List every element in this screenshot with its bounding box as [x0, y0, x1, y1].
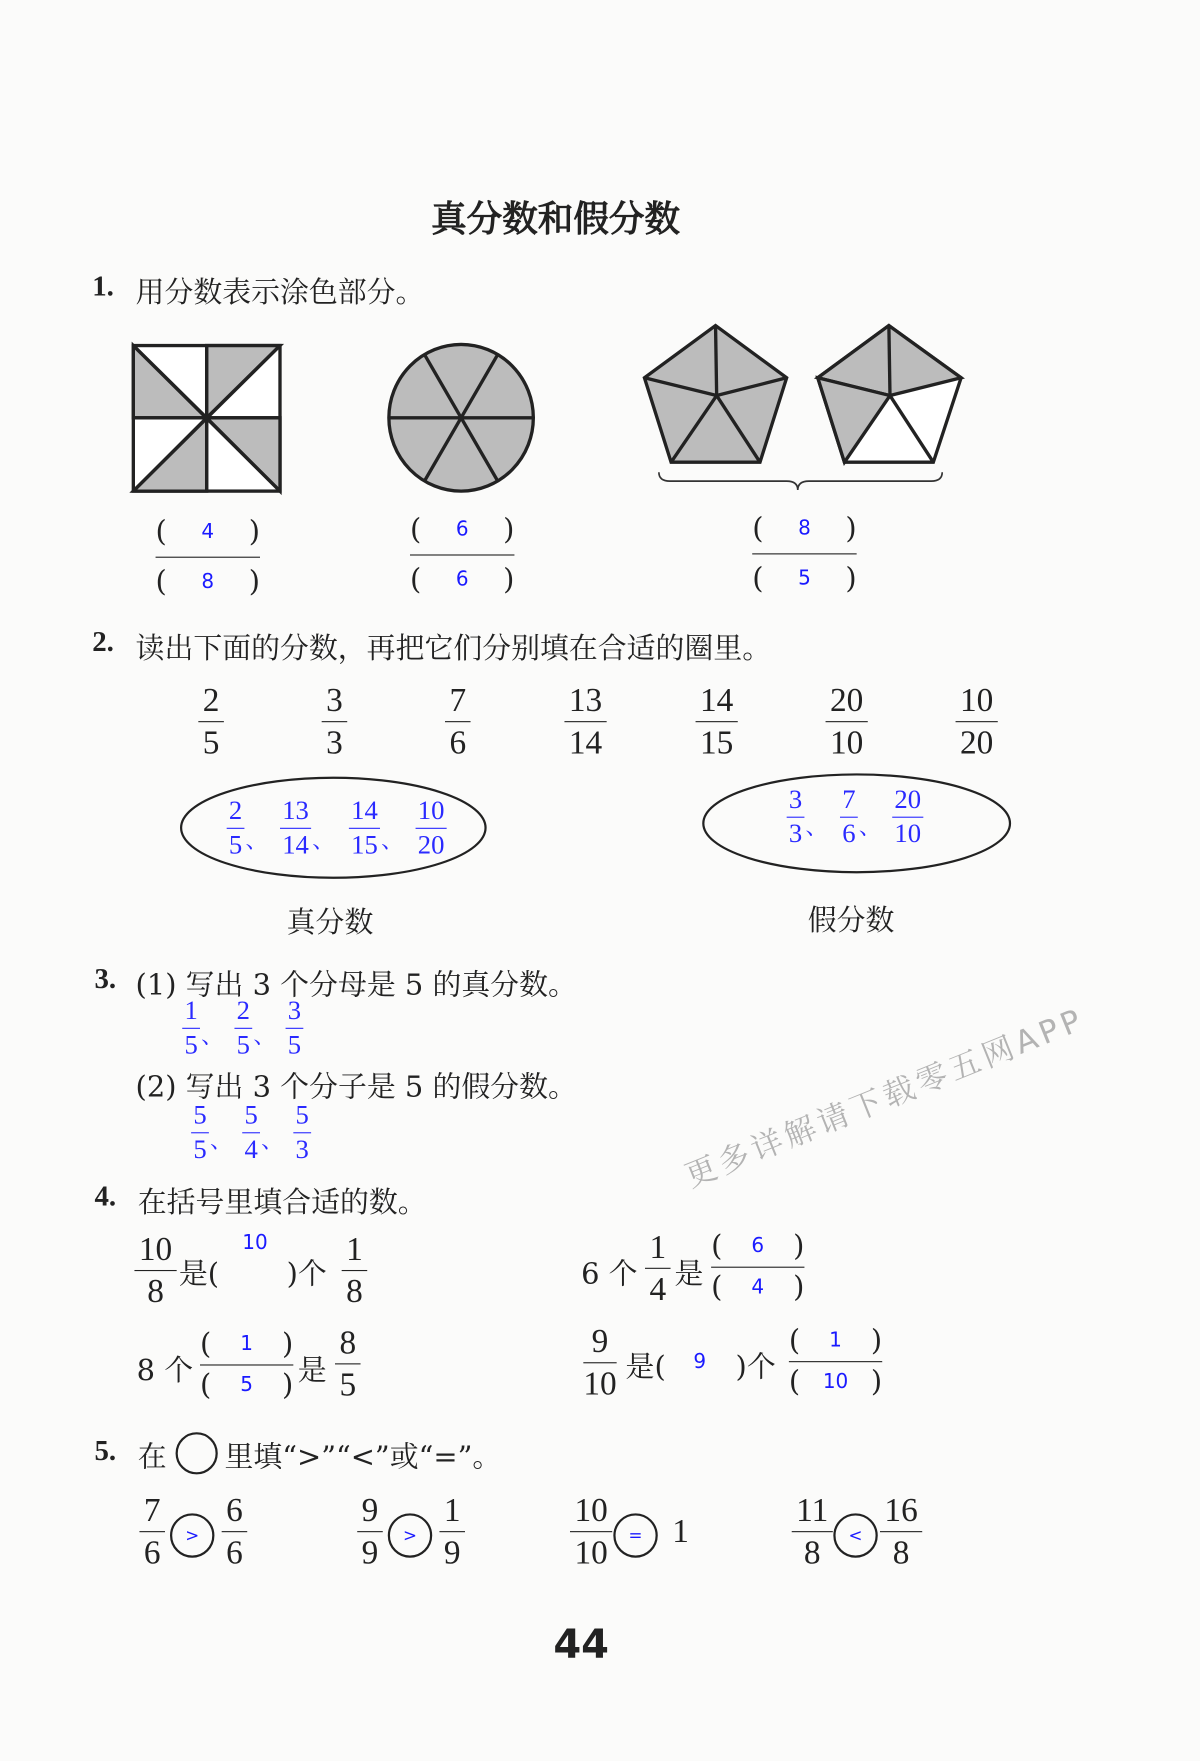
q5-number: 5. [94, 1434, 117, 1467]
page-number: 44 [553, 1622, 610, 1668]
numerator: 2 [234, 998, 252, 1029]
q4-i4-ge: )个 [735, 1351, 776, 1385]
q5-text-pre: 在 [137, 1441, 167, 1475]
q5-right-fraction [880, 1494, 922, 1570]
comparison-circle[interactable]: = [613, 1513, 657, 1557]
numerator: 10 [416, 798, 447, 829]
proper-answer[interactable] [227, 798, 245, 859]
q2-fraction [198, 684, 224, 760]
q3-answer[interactable] [293, 1102, 311, 1163]
q4-i1-unit: $\frac{1}{8}$ [342, 1233, 368, 1309]
q4-i4-fraction: $\frac{9}{10}$ [583, 1323, 617, 1403]
q1-figures [0, 311, 1200, 500]
q1-number: 1. [92, 269, 114, 303]
numerator: 10 [956, 684, 998, 722]
denominator: 6 [842, 819, 856, 849]
page-title: 真分数和假分数 [431, 197, 681, 240]
denominator: 20 [959, 724, 994, 762]
numerator: 16 [880, 1494, 922, 1532]
improper-answer[interactable] [840, 787, 858, 848]
separator: 、 [253, 1022, 276, 1049]
separator: 、 [381, 826, 404, 854]
q5-right-fraction [222, 1494, 248, 1570]
proper-answer[interactable] [349, 798, 380, 859]
q4-i1-fraction: $\frac{10}{8}$ [134, 1233, 176, 1309]
denominator: 14 [282, 831, 309, 860]
denominator: 10 [574, 1534, 608, 1572]
square-figure [133, 346, 280, 492]
circle-figure [389, 344, 533, 491]
denominator: 5 [193, 1135, 207, 1165]
q2-fraction [322, 684, 348, 760]
q4-i3-answer[interactable]: ( 1 ) ( 5 ) [199, 1327, 294, 1403]
numerator: 20 [892, 787, 923, 818]
q1-answer-2[interactable]: ( 6 ) ( 6 ) [409, 513, 515, 597]
q5-left-fraction [357, 1494, 383, 1570]
q5-left-fraction [570, 1494, 612, 1570]
numerator: 3 [787, 787, 805, 818]
numerator: 1 [439, 1494, 465, 1532]
denominator: 5 [184, 1031, 198, 1060]
numerator: 6 [222, 1494, 248, 1532]
q2-fraction [826, 684, 868, 760]
q2-text: 读出下面的分数，再把它们分别填在合适的圈里。 [135, 632, 772, 666]
denominator: 20 [417, 831, 445, 860]
denominator: 6 [226, 1534, 243, 1572]
q4-i4-shi: 是( [625, 1351, 666, 1385]
numerator: 5 [242, 1102, 260, 1133]
q1-answer-3[interactable]: ( 8 ) ( 5 ) [752, 512, 857, 596]
denominator: 5 [202, 724, 220, 762]
q4-text: 在括号里填合适的数。 [137, 1186, 427, 1220]
q5-right-fraction [439, 1494, 465, 1570]
q5-left-fraction [792, 1494, 833, 1570]
q2-fraction [696, 684, 738, 760]
separator: 、 [805, 813, 828, 840]
numerator: 14 [696, 684, 738, 722]
q1-answer-1[interactable]: ( 4 ) ( 8 ) [155, 515, 260, 599]
denominator: 15 [699, 724, 734, 762]
q3-answer[interactable] [242, 1102, 260, 1163]
denominator: 3 [326, 724, 343, 762]
denominator: 5 [287, 1031, 302, 1060]
separator: 、 [245, 826, 268, 854]
q4-i3-pre: 8 个 [136, 1354, 194, 1388]
q4-i2-answer[interactable]: ( 6 ) ( 4 ) [711, 1229, 805, 1305]
denominator: 9 [361, 1534, 379, 1572]
q3-answer[interactable] [286, 998, 304, 1059]
numerator: 7 [445, 684, 471, 722]
denominator: 6 [143, 1534, 161, 1572]
improper-answer[interactable] [787, 787, 805, 848]
q4-i2-shi: 是 [674, 1257, 704, 1292]
numerator: 2 [227, 798, 245, 829]
numerator: 7 [840, 787, 858, 818]
denominator: 10 [829, 724, 864, 762]
denominator: 8 [803, 1534, 821, 1572]
proper-answer[interactable] [416, 798, 447, 859]
pentagon-figure-1 [644, 326, 786, 463]
numerator: 7 [139, 1494, 165, 1532]
denominator: 14 [568, 724, 603, 762]
q1-text: 用分数表示涂色部分。 [135, 276, 425, 310]
denominator: 6 [449, 724, 467, 762]
q4-i3-shi: 是 [297, 1354, 327, 1388]
proper-label: 真分数 [286, 906, 374, 940]
separator: 、 [858, 813, 882, 840]
q3-answer[interactable] [234, 998, 252, 1059]
q5-text-post: 里填“>”“<”或“=”。 [224, 1441, 502, 1475]
proper-answer[interactable] [280, 798, 311, 859]
q2-number: 2. [92, 625, 114, 658]
numerator: 20 [826, 684, 868, 722]
improper-answer[interactable] [892, 787, 923, 848]
numerator: 2 [198, 684, 224, 722]
denominator: 3 [295, 1135, 309, 1165]
denominator: 8 [892, 1534, 910, 1572]
denominator: 9 [443, 1534, 461, 1572]
separator: 、 [209, 1126, 233, 1154]
numerator: 10 [570, 1494, 612, 1532]
q4-i4-unit-answer[interactable]: ( 1 ) ( 10 ) [788, 1324, 883, 1399]
q4-i1-shi: 是( [178, 1257, 220, 1292]
q3-part1: (1) 写出 3 个分母是 5 的真分数。 [135, 968, 577, 1003]
q4-i1-ge: )个 [286, 1257, 327, 1292]
q4-i4-answer[interactable]: 9 [693, 1349, 707, 1374]
separator: 、 [312, 826, 335, 854]
pentagon-figure-2 [818, 326, 961, 463]
brace [659, 472, 942, 490]
q3-answer[interactable] [191, 1102, 209, 1163]
q2-fraction [564, 684, 606, 760]
q2-fraction [445, 684, 471, 760]
numerator: 14 [349, 798, 380, 829]
numerator: 13 [280, 798, 311, 829]
separator: 、 [201, 1022, 224, 1049]
numerator: 1 [182, 998, 200, 1029]
comparison-circle[interactable]: > [170, 1513, 214, 1557]
comparison-circle[interactable]: < [833, 1513, 877, 1557]
numerator: 5 [293, 1102, 311, 1133]
q4-i2-pre: 6 个 [581, 1257, 638, 1292]
q5-right-number: 1 [672, 1513, 689, 1550]
numerator: 3 [286, 998, 304, 1029]
q2-ellipses [0, 767, 1200, 889]
q3-answer[interactable] [182, 998, 200, 1059]
denominator: 4 [244, 1135, 258, 1165]
separator: 、 [261, 1126, 284, 1154]
q4-i1-answer[interactable]: 10 [242, 1231, 268, 1255]
denominator: 10 [894, 819, 922, 849]
denominator: 3 [788, 819, 803, 849]
blank-circle-icon [176, 1432, 218, 1474]
q2-fraction [956, 684, 998, 760]
q3-part2: (2) 写出 3 个分子是 5 的假分数。 [135, 1071, 577, 1105]
numerator: 13 [564, 684, 606, 722]
numerator: 3 [322, 684, 348, 722]
denominator: 5 [236, 1031, 250, 1060]
q4-i3-fraction: $\frac{8}{5}$ [335, 1327, 361, 1403]
q4-number: 4. [94, 1179, 117, 1213]
q4-i2-unit: $\frac{1}{4}$ [645, 1231, 671, 1307]
improper-label: 假分数 [807, 904, 895, 938]
q5-left-fraction [139, 1494, 165, 1570]
q3-number: 3. [94, 962, 117, 995]
denominator: 5 [228, 831, 243, 860]
numerator: 9 [357, 1494, 383, 1532]
denominator: 15 [351, 831, 378, 860]
numerator: 11 [792, 1494, 833, 1532]
watermark: 更多详解请下载零五网APP [679, 1000, 1091, 1195]
numerator: 5 [191, 1102, 209, 1133]
comparison-circle[interactable]: > [388, 1513, 432, 1557]
